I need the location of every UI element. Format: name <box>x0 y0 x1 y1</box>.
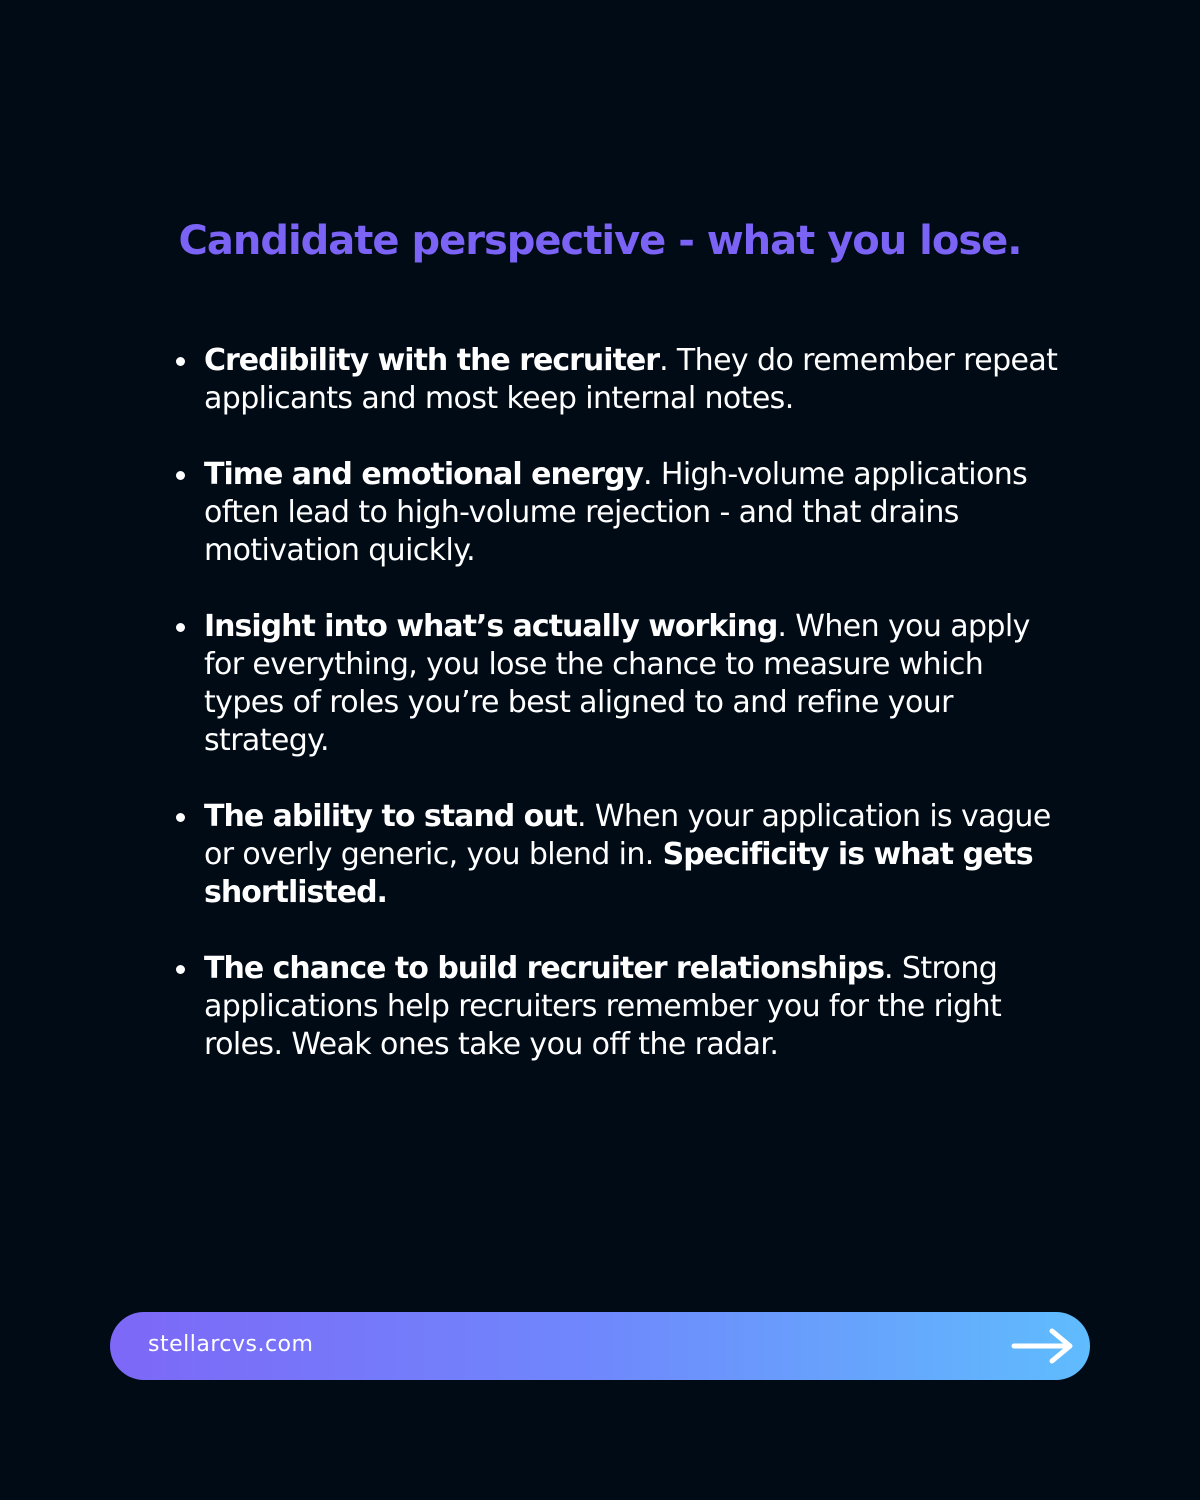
list-item <box>170 608 1060 760</box>
list-item-text: . When you apply for everything, you lose the chance to measure which types of roles you’re best aligned to and refine your strategy. <box>204 609 1030 758</box>
page-title: Candidate perspective - what you lose. <box>178 218 1022 264</box>
website-banner[interactable] <box>110 1312 1090 1380</box>
list-item <box>170 342 1060 418</box>
list-item <box>170 456 1060 570</box>
list-item-title: Credibility with the recruiter <box>204 343 660 378</box>
loss-list <box>170 342 1060 1064</box>
list-item-text: . High-volume applications often lead to high-volume rejection - and that drains motivation quickly. <box>204 457 1028 568</box>
list-item <box>170 798 1060 912</box>
website-link[interactable]: stellarcvs.com <box>148 1332 314 1357</box>
list-item-emphasis: Specificity is what gets shortlisted. <box>204 837 1033 910</box>
list-item-title: Insight into what’s actually working <box>204 609 778 644</box>
list-item-title: The ability to stand out <box>204 799 577 834</box>
arrow-right-icon[interactable] <box>1010 1326 1076 1366</box>
bullet-icon <box>176 623 185 632</box>
list-item-title: Time and emotional energy <box>204 457 643 492</box>
bullet-icon <box>176 965 185 974</box>
list-item <box>170 950 1060 1064</box>
list-item-text: . They do remember repeat applicants and most keep internal notes. <box>204 343 1058 416</box>
list-item-text: . Strong applications help recruiters remember you for the right roles. Weak ones take you off the radar. <box>204 951 1002 1062</box>
list-item-title: The chance to build recruiter relationships <box>204 951 885 986</box>
bullet-icon <box>176 471 185 480</box>
bullet-icon <box>176 357 185 366</box>
bullet-icon <box>176 813 185 822</box>
list-item-text: . When your application is vague or overly generic, you blend in. <box>204 799 1051 872</box>
